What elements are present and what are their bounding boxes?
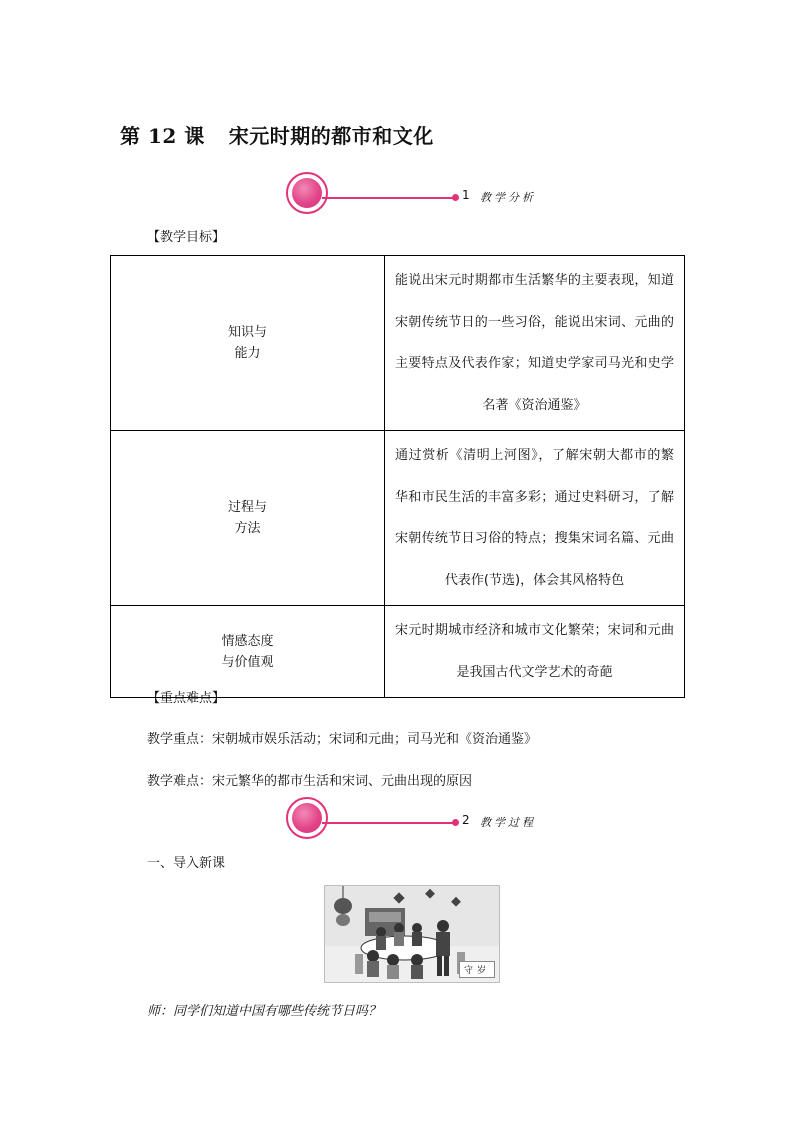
goals-table xyxy=(110,255,685,698)
intro-heading: 一、导入新课 xyxy=(147,856,226,871)
difficulty-label: 教学难点： xyxy=(147,774,213,789)
section-number: 1 xyxy=(462,188,470,202)
banner-line xyxy=(322,197,458,199)
row-content: 能说出宋元时期都市生活繁华的主要表现，知道宋朝传统节日的一些习俗，能说出宋词、元曲的主要特点及代表作家；知道史学家司马光和史学名著《资治通鉴》 xyxy=(385,256,685,431)
section-banner-analysis xyxy=(286,172,546,216)
difficulty-paragraph xyxy=(147,770,472,789)
table-row xyxy=(111,431,685,606)
section-label: 教学分析 xyxy=(480,191,536,204)
focus-paragraph xyxy=(147,728,537,747)
goals-heading: 【教学目标】 xyxy=(147,230,226,245)
banner-circle-icon xyxy=(286,172,328,214)
lesson-title xyxy=(120,120,434,149)
row-content: 通过赏析《清明上河图》，了解宋朝大都市的繁华和市民生活的丰富多彩；通过史料研习，了解宋朝传统节日习俗的特点；搜集宋词名篇、元曲代表作(节选)，体会其风格特色 xyxy=(385,431,685,606)
banner-dot-icon xyxy=(452,819,459,826)
focus-text: 宋朝城市娱乐活动；宋词和元曲；司马光和《资治通鉴》 xyxy=(212,732,538,747)
row-label-line: 与价值观 xyxy=(221,654,274,670)
row-label xyxy=(111,431,385,606)
table-row xyxy=(111,256,685,431)
difficulty-text: 宋元繁华的都市生活和宋词、元曲出现的原因 xyxy=(212,774,473,789)
section-label: 教学过程 xyxy=(480,816,536,829)
row-label xyxy=(111,256,385,431)
row-label xyxy=(111,606,385,698)
family-gathering-illustration xyxy=(324,885,500,983)
banner-circle-icon xyxy=(286,797,328,839)
row-label-line: 知识与 xyxy=(227,325,267,340)
row-content: 宋元时期城市经济和城市文化繁荣；宋词和元曲是我国古代文学艺术的奇葩 xyxy=(385,606,685,698)
table-row xyxy=(111,606,685,698)
key-points-heading: 【重点难点】 xyxy=(147,691,226,706)
section-number: 2 xyxy=(462,813,470,827)
focus-label: 教学重点： xyxy=(147,732,213,747)
row-label-line: 过程与 xyxy=(227,500,267,515)
banner-dot-icon xyxy=(452,194,459,201)
row-label-line: 方法 xyxy=(234,521,261,536)
row-label-line: 情感态度 xyxy=(221,633,274,649)
teacher-question: 师：同学们知道中国有哪些传统节日吗？ xyxy=(147,1004,382,1019)
lesson-number: 第 12 课 xyxy=(120,124,205,148)
section-banner-process xyxy=(286,797,546,841)
illustration-caption: 守岁 xyxy=(459,961,495,978)
lesson-name: 宋元时期的都市和文化 xyxy=(228,124,434,148)
row-label-line: 能力 xyxy=(234,346,261,361)
banner-line xyxy=(322,822,458,824)
